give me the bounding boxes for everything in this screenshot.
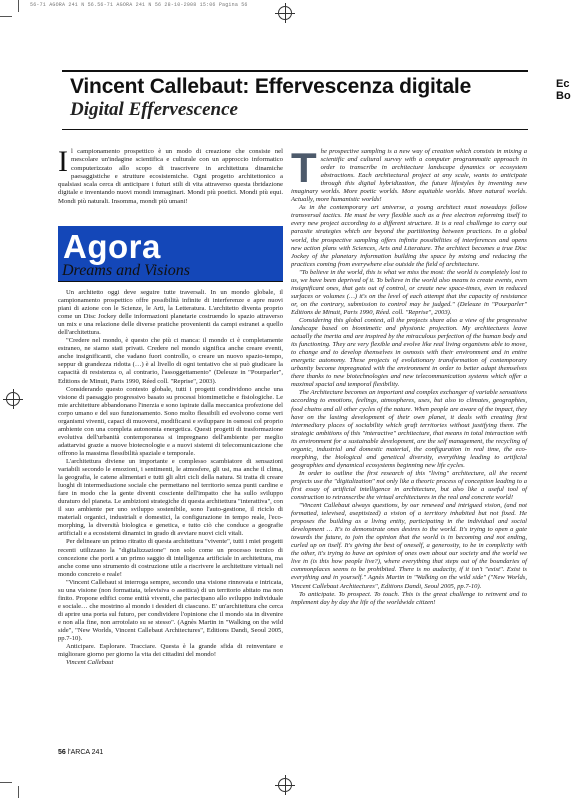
body-paragraph: "Credere nel mondo, è questo che più ci manca: il mondo ci è completamente estraneo, ne siamo stati privati. Credere nel mondo significa anche creare eventi, anche insignificanti, che vadano fuori controllo, o creare un nuovo spazio-tempo, seppur di grandezza ridotta (…) è al livello di ogni tentativo che si può giudicare la capacità di resistenza o, al contrario, l'assoggettamento" (Deleuze in "Pourparler", Editions de Minuit, Paris 1990, Réed coll. "Reprise", 2003). — [58, 337, 283, 385]
registration-mark-bottom — [278, 778, 292, 792]
banner-title: Agora — [63, 228, 161, 265]
body-paragraph: To anticipate. To prospect. To touch. This is the great challenge to reinvent and to implement day by day the life of the worldwide citizen! — [291, 590, 527, 606]
body-paragraph: In order to outline the first research of this "living" architecture, all the recent projects use the "digitalization" not only like a theoric process of conception leading to a first essay of artificial intelligence in architecture, but also like a useful tool of construction to retranscribe the virtual architectures in the real and concrete world! — [291, 469, 527, 502]
english-dropcap: T — [291, 144, 317, 191]
article-title: Vincent Callebaut: Effervescenza digitale — [70, 75, 472, 98]
crop-mark-top-left-v — [18, 0, 19, 12]
body-paragraph: As in the contemporary art universe, a young architect must nowadays follow transversal tactics. He must be very flexible such as a free electron reforming itself to every new project according to a different structure. It is a real challenge to carry out parasite strategies which are beyond the partitioning between practices. In a global world, the prospective sampling offers infinite possibilities of interferences and opens new action plans with Sciences, Arts and Literature. The architect becomes a true Disc Jockey of the planetary information building the space by mixing and reducing the practices coming from everywhere else outside the field of architecture. — [291, 204, 527, 268]
italian-body-text — [58, 289, 283, 749]
body-paragraph: Per delineare un primo ritratto di questa architettura "vivente", tutti i miei progetti recenti utilizzano la "digitalizzazione" non solo come un processo tecnico di concezione che porti a un primo saggio di intelligenza artificiale in architettura, ma anche come uno strumento di costruzione utile a riscrivere le architetture virtuali nel mondo concreto e reale! — [58, 538, 283, 578]
banner-rule — [58, 281, 283, 282]
banner-subtitle: Dreams and Visions — [62, 262, 190, 279]
registration-mark-top — [278, 6, 292, 20]
next-page-fragment-line: Ec — [556, 78, 570, 90]
next-page-fragment — [556, 78, 571, 102]
page-number: 56 — [58, 749, 66, 756]
crop-mark-bottom-left-v — [18, 786, 19, 798]
crop-mark-bottom-left-h — [0, 782, 12, 783]
body-paragraph: The Architecture becomes an important and complex exchanger of variable sensations according to emotions, feelings, atmospheres, uses, but also to climates, geographies, food chains and all other cycles of the nature. When people are aware of the impact, they have on the lasting development of their own planet, it deals with creating first intermediary places of sociability which graft territories without justifying them. The strategic ambitions of this "interactive" architecture, that means in total interaction with its environment for a sustainable development, are the self management, the recycling of organic, industrial and domestic material, the configuration in real time, the eco-morphing, the biological and genetical diversity, everything leading to artificial geographies and dynamical ecosystems beginning new life cycles. — [291, 389, 527, 469]
intro-text: l campionamento prospettico è un modo di creazione che consiste nel mescolare un'indagine scientifica e culturale con un approccio informatico computerizzato allo scopo di trascrivere in architettura dinamiche paesaggistiche e strutture ecosistemiche. Ogni progetto architettonico a qualsiasi scala cerca di anticipare i futuri stili di vita attraverso questa ibridazione digitale e inventando nuovi mondi immaginari. Mondi più poetici. Mondi più equi. Mondi più naturali. Insomma, mondi più umani! — [58, 148, 283, 205]
body-paragraph: "Vincent Callebaut si interroga sempre, secondo una visione rinnovata e intricata, su una visione (non formattata, televisiva o asettica) di un territorio abitato ma non finito. Propone edifici come entità viventi, che partecipano allo sviluppo individuale e sociale… che mostrino al mondo i desideri di ciascuno. E' un'architettura che cerca di aprire una porta sul futuro, per condividere l'opinione che il mondo sia in divenire e non alla fine, non arrotolato su se stesso". (Agnès Martin in "Walking on the wild side", "New Worlds, Vincent Callebaut Architectures", Editions Dandi, Seoul 2005, pp.7-10). — [58, 578, 283, 643]
header-bottom-rule — [62, 129, 528, 130]
body-paragraph: L'architettura diviene un importante e complesso scambiatore di sensazioni variabili secondo le emozioni, i sentimenti, le atmosfere, gli usi, ma anche il clima, la geografia, le catene alimentari e tutti gli altri cicli della natura. Si tratta di creare luoghi di intermediazione sociale che permettano nel territorio senza punti cardine e fare in modo che la gente diventi cosciente dell'impatto che ha sullo sviluppo duraturo del pianeta. Le ambizioni strategiche di questa architettura "interattiva", con il suo ambiente per uno sviluppo sostenibile, sono l'auto-gestione, il riciclo di materiali organici, industriali e domestici, la configurazione in tempo reale, l'eco-morphing, la diversità biologica e genetica, e tutto ciò che conduce a geografie artificiali e a ecosistemi dinamici in grado di avviare nuovi cicli vitali. — [58, 457, 283, 538]
body-paragraph: Anticipare. Esplorare. Tracciare. Questa è la grande sfida di reinventare e migliorare giorno per giorno la vita dei cittadini del mondo! — [58, 643, 283, 659]
body-paragraph: Considerando questo contesto globale, tutti i progetti condividono anche una visione di paesaggio progressivo basato su processi biomimetiche e fisiologiche. Le mie architetture abbandonano l'inerzia e sono ispirate dalla meccanica profezione del corpo umano e del suo funzionamento. Sono molto flessibili ed evolvono come veri organismi viventi, capaci di muoversi, modificarsi e sviluppare in osmosi col proprio ambiente con una completa autonomia energetica. Questi progetti di trasformazione evolutiva dell'urbanità contemporanea si impregnano dell'ambiente per meglio adattarvisi grazie a nuove biotecnologie e a nuovi sistemi di telecomunicazione che offrono la massima flessibilità spaziale e temporale. — [58, 385, 283, 457]
intro-dropcap: I — [58, 145, 68, 178]
article-subtitle: Digital Effervescence — [70, 99, 238, 120]
next-page-fragment-line: Bo — [556, 90, 571, 102]
intro-paragraph — [58, 145, 283, 222]
author-signature: Vincent Callebaut — [66, 659, 114, 667]
body-paragraph: Considering this global context, all the projects share also a view of the progressive landscape based on biomimetic and physionic projection. My architectures leave actually the inertia and are inspired by the miraculous perfection of the human body and its functioning. They are very flexible and evolve like real living organisms able to move, to change and to develop themselves in osmosis with their environment and in entire energetic autonomy. These projects of evolutionary transformation of contemporary urbanity become impregnated with the environment in order to better adapt themselves there thanks to new biotechnologies and new telecommunication systems which offer a maximal spacial and temporal flexibility. — [291, 316, 527, 389]
page-footer — [58, 749, 103, 756]
crop-mark-top-left-h — [0, 16, 12, 17]
header-top-rule — [62, 70, 528, 72]
print-slug: 56-71 AGORA 241 N 56.56-71 AGORA 241 N 56 28-10-2008 15:06 Pagina 56 — [30, 2, 248, 8]
english-lead-text: he prospective sampling is a new way of creation which consists in mixing a scientific and cultural survey with a computer programmatic approach in order to transcribe in architecture landscape dynamics or ecosystem abstractions. Each architectural project at any scale, wants to anticipate through this digital hybridization, the future lifestyles by inventing new imaginary worlds. More poetic worlds. More equitable worlds. More natural worlds. Actually, more humanistic worlds! — [291, 148, 527, 204]
body-paragraph: "Vincent Callebaut always questions, by our renewed and intrigued vision, (and not formatted, televised, aseptisized) a vision of a territory inhabited but not fixed. He proposes the building as a living entity, participating in the individual and social development … It's to demonstrate ones desires to the world. It's trying to open a gate towards the future, to join the opinion that the world is in becoming and not ending, curled up on itself. It's giving the best of oneself, a generosity, to be in complicity with the other, it's trying to have an opinion of ones own about our society and the world we live in (is this how people live?), where everything that steps out of the boundaries of commonplaces seems to be prohibited. There is no audacity, if it isn't "exist". Exist is everything and in yourself." Agnès Martin in "Walking on the wild side" ("New Worlds, Vincent Callebaut Architectures", Editions Dandi, Seoul 2005, pp.7-10). — [291, 502, 527, 590]
body-paragraph: "To believe in the world, this is what we miss the most: the world is completely lost to us, we have been deprived of it. To believe in the world also means to create events, even insignificant ones, that gets out of control, or create new space-times, even in reduced surfaces or volumes (…) it's on the level of each attempt that the capacity of resistance or, on the contrary, submission to control may be judged." (Deleuze in "Pourparler" Editions de Minuit, Paris 1990, Réed. coll. "Reprise", 2003). — [291, 268, 527, 316]
magazine-name: l'ARCA 241 — [67, 749, 104, 756]
body-paragraph — [291, 144, 527, 204]
registration-mark-left — [6, 392, 20, 406]
english-body-text — [291, 144, 527, 760]
body-paragraph: Un architetto oggi deve seguire tutte traversali. In un mondo globale, il campionamento prospettico offre possibilità infinite di interferenze e apre nuovi piani di azione con le Scienze, le Arti, la Letteratura. L'architetto diventa proprio come un Disc Jockey delle informazioni planetarie costruendo lo spazio attraverso un mix e una relazione delle diverse pratiche provenienti da campi estranei a quello dell'architettura. — [58, 289, 283, 337]
